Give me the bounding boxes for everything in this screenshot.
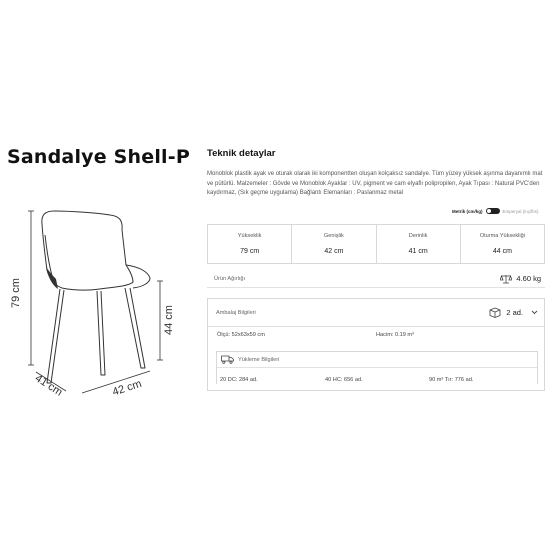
technical-details-title: Teknik detaylar bbox=[207, 148, 276, 159]
unit-switch[interactable] bbox=[486, 208, 500, 214]
product-weight-label: Ürün Ağırlığı bbox=[214, 275, 246, 282]
product-description: Monoblok plastik ayak ve oturak olarak iki komponentten oluşan kolçaksız sandalye. Tüm yüzey yüksek aşınma dayanımlı mat ve pütürlü. Malzemeler : Gövde ve Monoblok Ayaklar : UV, pigment ve cam elyaflı polipropilen, Ayak Tıpası : Natural PVC'den kaydırmaz, (Sık geçme uygulama) Bağlantı Elemanları : Paslanmaz metal bbox=[207, 171, 543, 197]
dimension-value: 41 cm bbox=[408, 248, 428, 255]
width-dimension-label: 42 cm bbox=[110, 377, 144, 399]
dimension-label: Oturma Yüksekliği bbox=[479, 233, 526, 239]
depth-dimension-label: 41 cm bbox=[32, 372, 65, 399]
dimension-value: 79 cm bbox=[240, 248, 260, 255]
loading-info-panel bbox=[216, 351, 538, 384]
metric-unit-label: Metrik (cm/kg) bbox=[452, 208, 483, 214]
dimensions-table bbox=[207, 224, 545, 264]
product-weight-value: 4.60 kg bbox=[516, 274, 541, 283]
box-icon bbox=[489, 307, 501, 318]
height-dimension-label: 79 cm bbox=[10, 278, 22, 308]
packaging-quantity-select[interactable] bbox=[489, 307, 538, 318]
dimension-label: Genişlik bbox=[323, 233, 344, 239]
dimension-label: Derinlik bbox=[408, 233, 428, 239]
packaging-header bbox=[208, 299, 544, 327]
packaging-selected-value: 2 ad. bbox=[506, 308, 523, 317]
dimension-cell-width bbox=[291, 225, 375, 263]
dimension-cell-seat-height bbox=[460, 225, 544, 263]
scale-icon bbox=[500, 274, 512, 284]
product-title: Sandalye Shell-P bbox=[7, 146, 190, 168]
unit-toggle[interactable] bbox=[452, 208, 539, 214]
loading-info-title: Yükleme Bilgileri bbox=[238, 356, 280, 363]
dimension-label: Yükseklik bbox=[237, 233, 262, 239]
package-volume: Hacim: 0.19 m³ bbox=[376, 332, 414, 338]
imperial-unit-label: Emperyal (inç/lbs) bbox=[502, 208, 539, 214]
dimension-cell-depth bbox=[376, 225, 460, 263]
loading-value-20dc: 20 DC: 284 ad. bbox=[220, 377, 258, 383]
product-weight-row bbox=[207, 270, 545, 288]
dimension-value: 42 cm bbox=[324, 248, 344, 255]
dimension-value: 44 cm bbox=[492, 248, 512, 255]
chair-dimension-drawing bbox=[0, 175, 200, 405]
chevron-down-icon bbox=[531, 310, 538, 315]
switch-knob bbox=[487, 209, 491, 213]
packaging-label: Ambalaj Bilgileri bbox=[216, 309, 256, 316]
loading-value-40hc: 40 HC: 656 ad. bbox=[325, 377, 363, 383]
truck-icon bbox=[221, 355, 234, 364]
package-size: Ölçü: 52x63x59 cm bbox=[217, 332, 265, 338]
seat-height-dimension-label: 44 cm bbox=[163, 305, 175, 335]
packaging-panel bbox=[207, 298, 545, 391]
loading-value-truck: 90 m³ Tır: 776 ad. bbox=[429, 377, 474, 383]
dimension-cell-height bbox=[208, 225, 291, 263]
loading-info-header bbox=[217, 352, 537, 368]
